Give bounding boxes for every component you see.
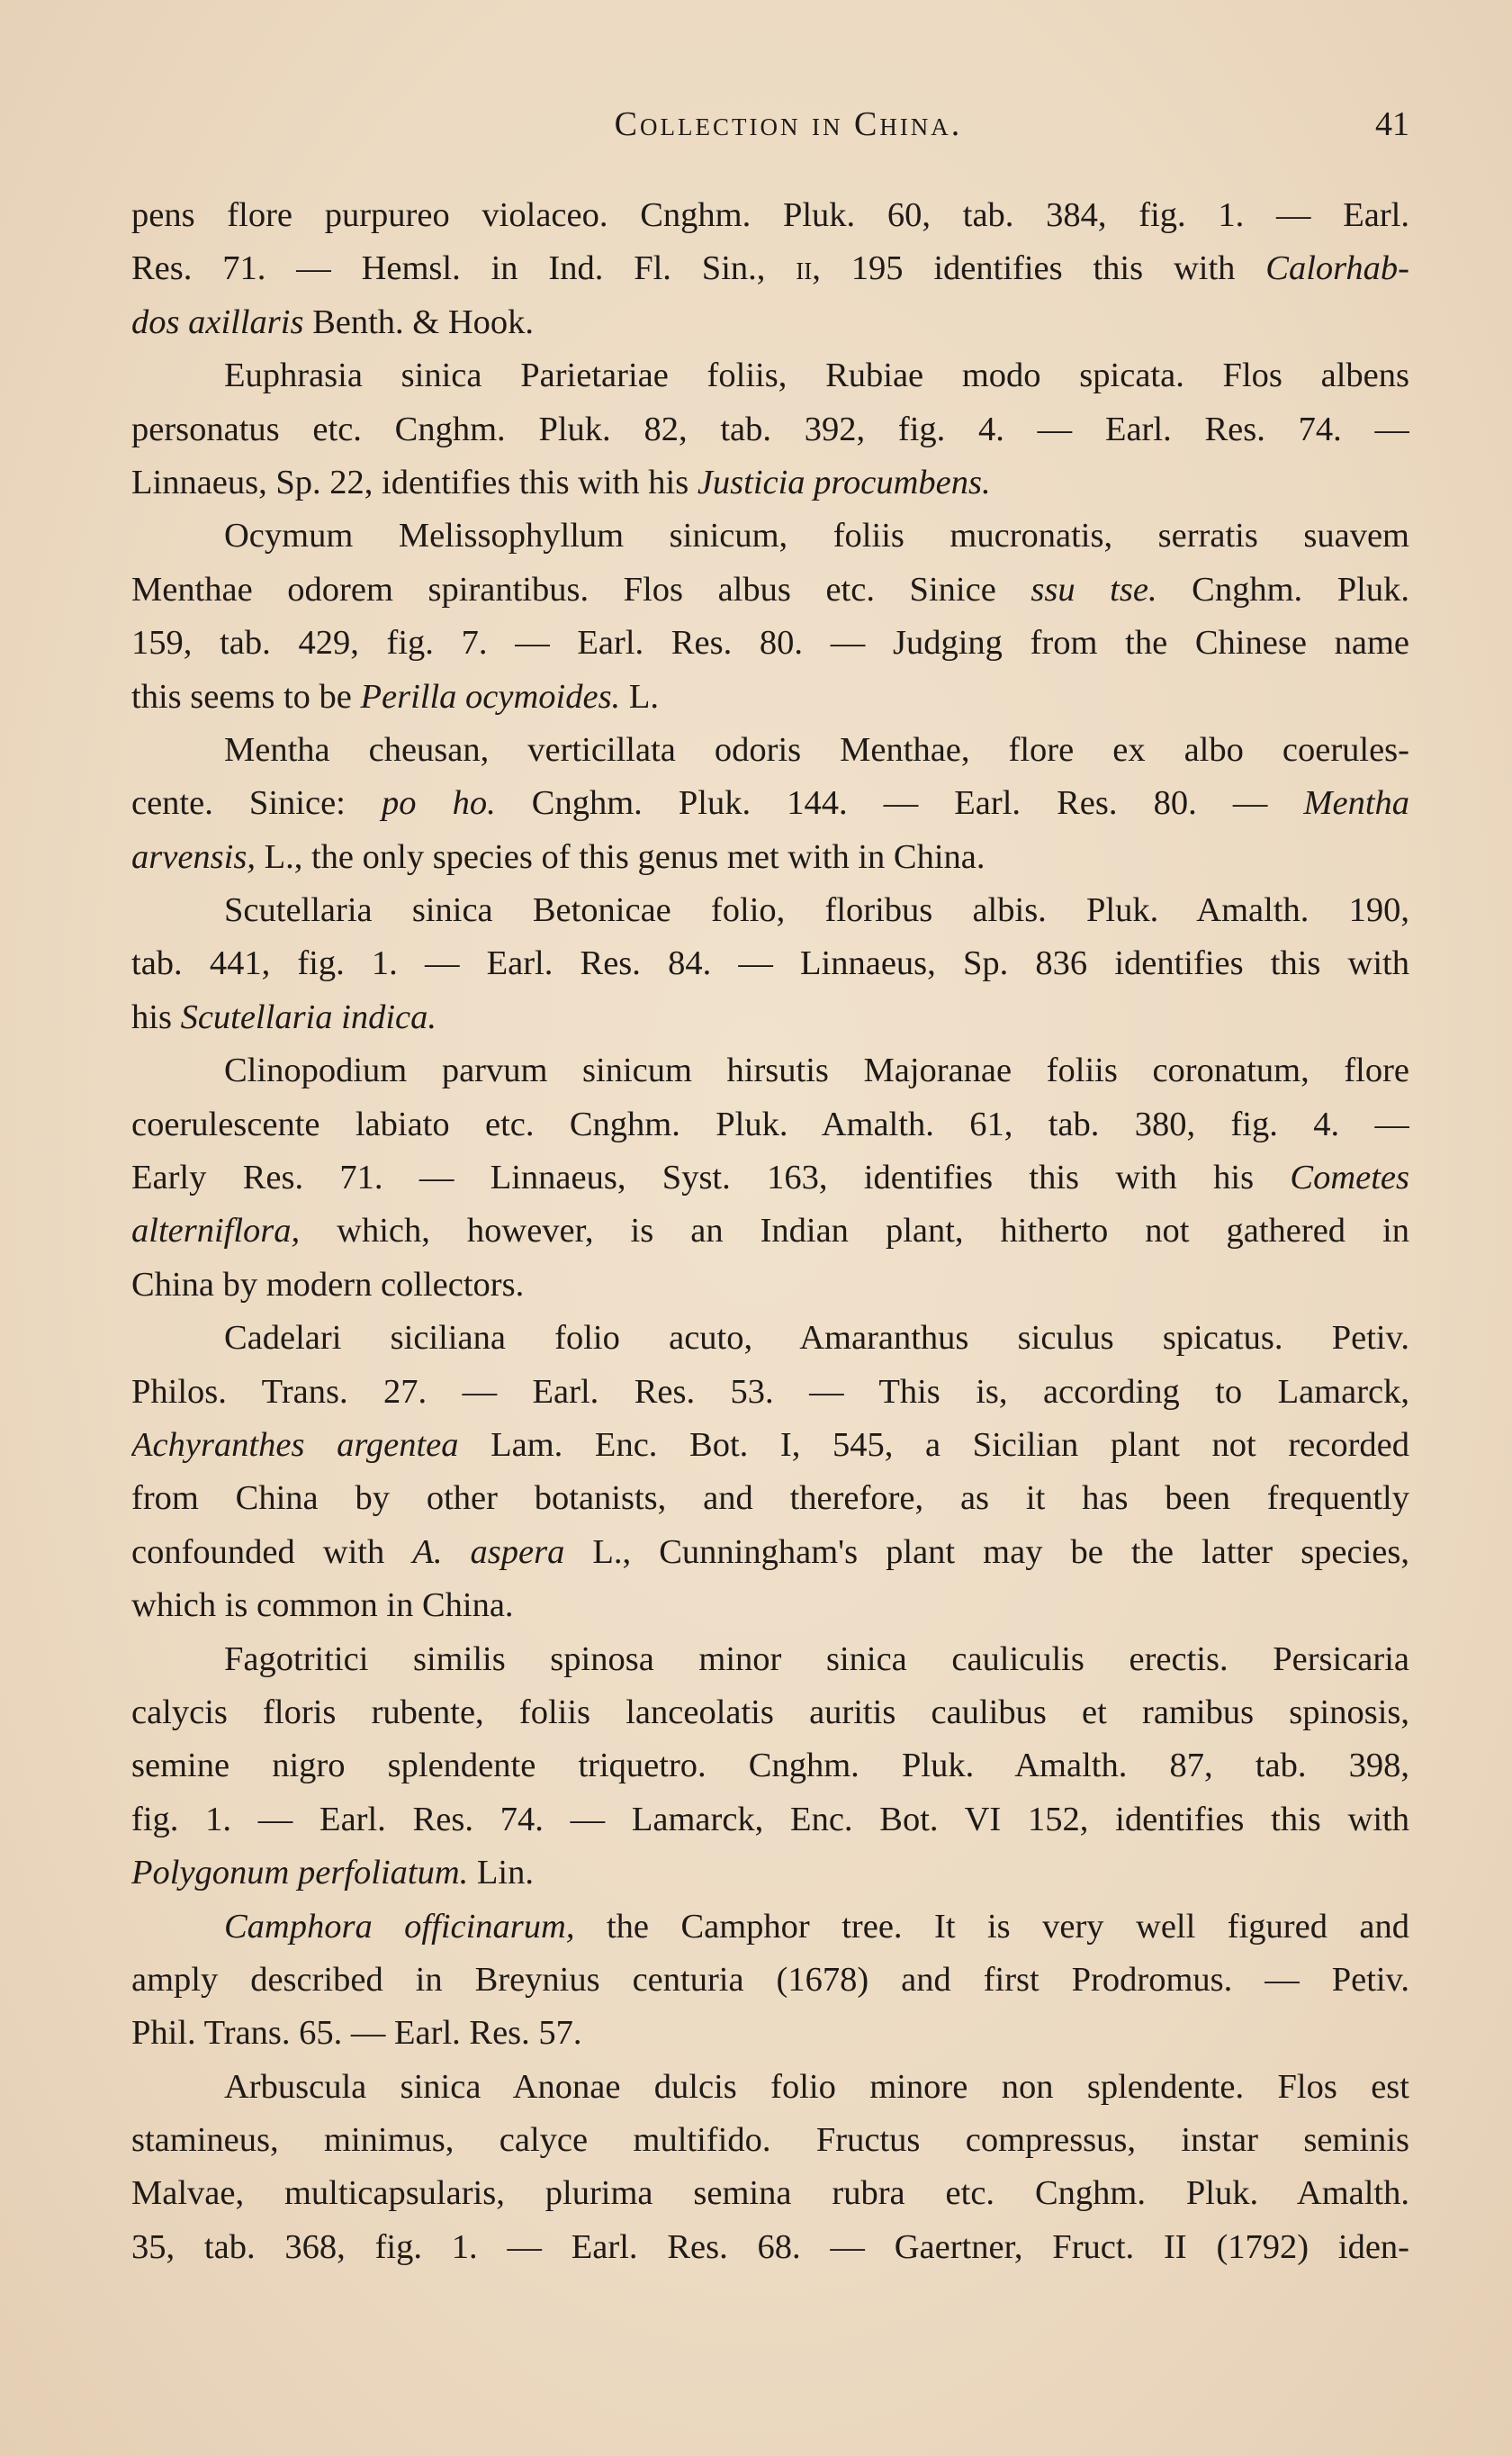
- text-line: [131, 1739, 1409, 1792]
- text-line: [131, 1901, 1409, 1954]
- text-segment: calycis floris rubente, foliis lanceolatis auritis caulibus et ramibus spinosis,: [131, 1693, 1409, 1731]
- italic-text-segment: Scutellaria indica.: [180, 998, 436, 1036]
- italic-text-segment: dos axillaris: [131, 302, 304, 341]
- italic-text-segment: Calorhab-: [1265, 249, 1409, 288]
- text-line: [131, 2221, 1409, 2274]
- text-segment: cente. Sinice:: [131, 784, 382, 823]
- page-header: [131, 97, 1409, 151]
- text-segment: Early Res. 71. — Linnaeus, Syst. 163, identifies this with his: [131, 1159, 1291, 1197]
- text-segment: the Camphor tree. It is very well figured and: [574, 1907, 1409, 1946]
- text-segment: Lam. Enc. Bot. I, 545, a Sicilian plant not recorded: [458, 1425, 1409, 1464]
- text-line: [131, 1044, 1409, 1097]
- text-segment: , 195 identifies this with: [812, 249, 1266, 288]
- text-segment: Scutellaria sinica Betonicae folio, floribus albis. Pluk. Amalth. 190,: [224, 891, 1409, 930]
- text-line: [131, 671, 1409, 724]
- italic-text-segment: arvensis,: [131, 837, 256, 876]
- text-line: [131, 189, 1409, 242]
- italic-text-segment: Perilla ocymoides.: [360, 677, 621, 716]
- text-segment: coerulescente labiato etc. Cnghm. Pluk. Amalth. 61, tab. 380, fig. 4. —: [131, 1105, 1409, 1143]
- text-segment: Clinopodium parvum sinicum hirsutis Majoranae foliis coronatum, flore: [224, 1052, 1409, 1090]
- text-line: [131, 1793, 1409, 1847]
- text-line: [131, 1954, 1409, 2007]
- text-line: [131, 456, 1409, 510]
- text-segment: Fagotritici similis spinosa minor sinica cauliculis erectis. Persicaria: [224, 1639, 1409, 1678]
- text-segment: Lin.: [468, 1854, 534, 1892]
- italic-text-segment: Justicia procumbens.: [697, 463, 991, 501]
- text-segment: which, however, is an Indian plant, hitherto not gathered in: [300, 1212, 1409, 1251]
- text-line: [131, 1312, 1409, 1365]
- italic-text-segment: Mentha: [1303, 784, 1409, 823]
- italic-text-segment: Polygonum perfoliatum.: [131, 1854, 469, 1892]
- text-line: [131, 1633, 1409, 1686]
- text-line: [131, 1526, 1409, 1579]
- text-segment: Res. 71. — Hemsl. in Ind. Fl. Sin.,: [131, 249, 796, 288]
- text-line: [131, 564, 1409, 617]
- text-line: [131, 1579, 1409, 1632]
- text-line: [131, 1847, 1409, 1900]
- text-segment: Benth. & Hook.: [303, 302, 535, 341]
- text-segment: semine nigro splendente triquetro. Cnghm. Pluk. Amalth. 87, tab. 398,: [131, 1747, 1409, 1785]
- text-segment: 159, tab. 429, fig. 7. — Earl. Res. 80. — Judging from the Chinese name: [131, 624, 1409, 663]
- italic-text-segment: po ho.: [381, 784, 496, 823]
- text-segment: Ocymum Melissophyllum sinicum, foliis mucronatis, serratis suavem: [224, 517, 1409, 555]
- text-segment: 35, tab. 368, fig. 1. — Earl. Res. 68. — Gaertner, Fruct. II (1792) iden-: [131, 2227, 1409, 2266]
- text-segment: this seems to be: [131, 677, 361, 716]
- text-segment: Mentha cheusan, verticillata odoris Menthae, flore ex albo coerules-: [224, 730, 1409, 769]
- text-line: [131, 403, 1409, 456]
- text-line: [131, 1205, 1409, 1258]
- text-line: [131, 1472, 1409, 1525]
- text-segment: his: [131, 998, 181, 1036]
- text-line: [131, 884, 1409, 937]
- text-segment: Cnghm. Pluk.: [1156, 570, 1409, 609]
- text-line: [131, 296, 1409, 349]
- italic-text-segment: Achyranthes argentea: [131, 1425, 459, 1464]
- text-line: [131, 991, 1409, 1044]
- text-segment: Cnghm. Pluk. 144. — Earl. Res. 80. —: [495, 784, 1304, 823]
- text-line: [131, 2007, 1409, 2060]
- text-segment: L., the only species of this genus met with in China.: [255, 837, 986, 876]
- text-segment: amply described in Breynius centuria (1678) and first Prodromus. — Petiv.: [131, 1960, 1409, 1999]
- text-line: [131, 2061, 1409, 2114]
- text-segment: L.: [620, 677, 659, 716]
- italic-text-segment: alterniflora,: [131, 1212, 301, 1251]
- text-line: [131, 2114, 1409, 2167]
- text-segment: confounded with: [131, 1532, 413, 1571]
- page-number: 41: [1375, 105, 1409, 143]
- text-segment: pens flore purpureo violaceo. Cnghm. Pluk. 60, tab. 384, fig. 1. — Earl.: [131, 196, 1409, 234]
- text-line: [131, 831, 1409, 884]
- text-segment: which is common in China.: [131, 1586, 514, 1625]
- text-line: [131, 1151, 1409, 1205]
- text-line: [131, 349, 1409, 402]
- text-line: [131, 617, 1409, 670]
- text-line: [131, 1098, 1409, 1151]
- text-line: [131, 937, 1409, 990]
- text-segment: from China by other botanists, and therefore, as it has been frequently: [131, 1479, 1409, 1518]
- text-segment: ii: [796, 249, 813, 288]
- text-line: [131, 1366, 1409, 1419]
- text-line: [131, 242, 1409, 295]
- text-segment: Euphrasia sinica Parietariae foliis, Rubiae modo spicata. Flos albens: [224, 357, 1409, 395]
- text-line: [131, 1419, 1409, 1472]
- text-segment: stamineus, minimus, calyce multifido. Fructus compressus, instar seminis: [131, 2121, 1409, 2160]
- text-segment: China by modern collectors.: [131, 1265, 525, 1304]
- text-segment: L., Cunningham's plant may be the latter species,: [564, 1532, 1409, 1571]
- italic-text-segment: Cometes: [1290, 1159, 1409, 1197]
- italic-text-segment: Camphora officinarum,: [224, 1907, 575, 1946]
- text-line: [131, 1259, 1409, 1312]
- text-segment: fig. 1. — Earl. Res. 74. — Lamarck, Enc. Bot. VI 152, identifies this with: [131, 1800, 1409, 1838]
- text-segment: tab. 441, fig. 1. — Earl. Res. 84. — Linnaeus, Sp. 836 identifies this with: [131, 944, 1409, 983]
- text-line: [131, 510, 1409, 563]
- italic-text-segment: A. aspera: [412, 1532, 565, 1571]
- text-line: [131, 724, 1409, 777]
- text-segment: personatus etc. Cnghm. Pluk. 82, tab. 392, fig. 4. — Earl. Res. 74. —: [131, 410, 1409, 448]
- text-segment: Malvae, multicapsularis, plurima semina rubra etc. Cnghm. Pluk. Amalth.: [131, 2174, 1409, 2213]
- text-segment: Arbuscula sinica Anonae dulcis folio minore non splendente. Flos est: [224, 2067, 1409, 2106]
- text-segment: Philos. Trans. 27. — Earl. Res. 53. — This is, according to Lamarck,: [131, 1372, 1409, 1411]
- text-segment: Cadelari siciliana folio acuto, Amaranthus siculus spicatus. Petiv.: [224, 1319, 1409, 1358]
- text-segment: Linnaeus, Sp. 22, identifies this with his: [131, 463, 698, 501]
- text-segment: Phil. Trans. 65. — Earl. Res. 57.: [131, 2014, 582, 2053]
- text-line: [131, 2167, 1409, 2220]
- text-line: [131, 1686, 1409, 1739]
- body-text: [131, 189, 1409, 2274]
- text-line: [131, 777, 1409, 830]
- running-head: Collection in China.: [614, 105, 963, 143]
- text-segment: Menthae odorem spirantibus. Flos albus etc. Sinice: [131, 570, 1031, 609]
- italic-text-segment: ssu tse.: [1030, 570, 1157, 609]
